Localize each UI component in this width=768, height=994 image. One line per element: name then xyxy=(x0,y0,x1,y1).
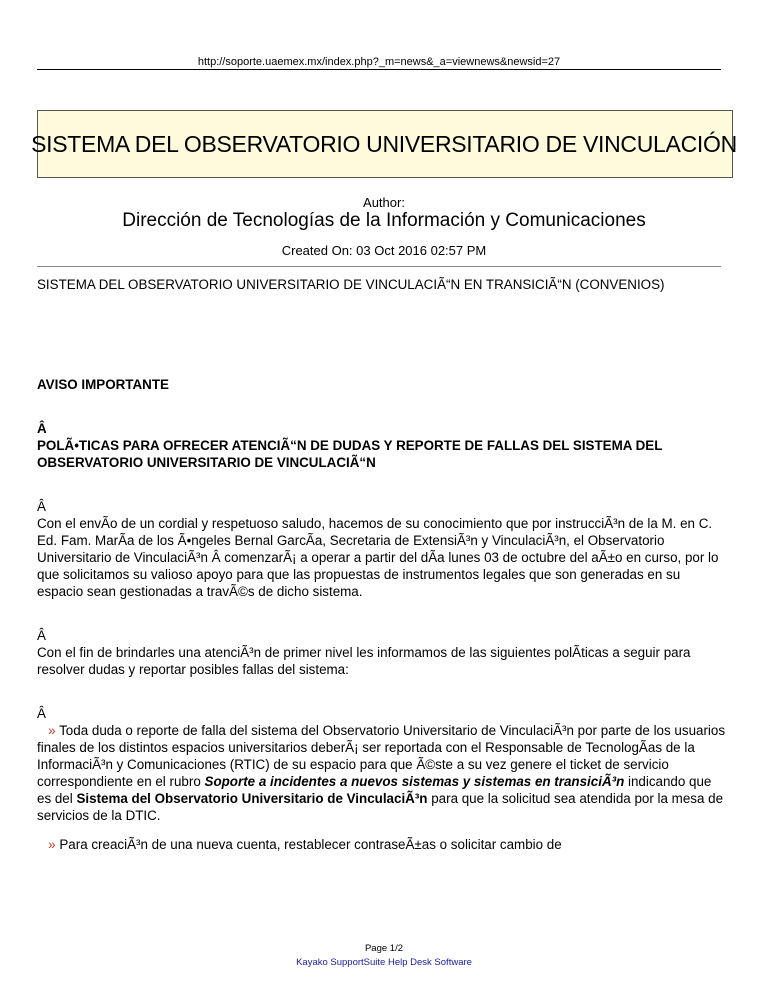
bullet-emphasis: Soporte a incidentes a nuevos sistemas y sistemas en transiciÃ³n xyxy=(204,774,625,789)
header-divider xyxy=(37,69,721,70)
news-title: SISTEMA DEL OBSERVATORIO UNIVERSITARIO DE VINCULACIÓN xyxy=(31,131,737,157)
bullet-text: indicando que es del xyxy=(37,774,712,806)
bullet-text: para que la solicitud sea atendida por la mesa de servicios de la DTIC. xyxy=(37,791,724,823)
source-url[interactable]: http://soporte.uaemex.mx/index.php?_m=news&_a=viewnews&newsid=27 xyxy=(197,56,561,68)
author-name: Dirección de Tecnologías de la Información y Comunicaciones xyxy=(122,210,646,231)
bullet-text: Toda duda o reporte de falla del sistema del Observatorio Universitario de VinculaciÃ³n por parte de los usuarios finales de los distintos espacios universitarios deberÃ¡ ser reportada con el Responsable de TecnologÃas de la InformaciÃ³n y Comunicaciones (RTIC) de su espacio para que Ã©ste a su vez genere el ticket de servicio correspondiente en el rubro xyxy=(37,723,726,789)
footer-software-link[interactable]: Kayako SupportSuite Help Desk Software xyxy=(296,957,472,968)
created-date: Created On: 03 Oct 2016 02:57 PM xyxy=(281,243,487,258)
author-label: Author: xyxy=(363,195,405,210)
chevron-icon: » xyxy=(48,723,56,738)
content-divider xyxy=(37,266,721,267)
news-body xyxy=(37,276,727,853)
chevron-icon: » xyxy=(48,837,56,852)
bullet-item xyxy=(37,722,727,824)
page-number: Page 1/2 xyxy=(364,943,404,954)
politicas-heading: POLÃ•TICAS PARA OFRECER ATENCIÃ“N DE DUDAS Y REPORTE DE FALLAS DEL SISTEMA DEL OBSERVATORIO UNIVERSITARIO DE VINCULACIÃ“N xyxy=(37,438,663,470)
bullet-text: Para creaciÃ³n de una nueva cuenta, restablecer contraseÃ±as o solicitar cambio de xyxy=(59,837,562,852)
spacer-glyph: Â xyxy=(37,706,46,721)
spacer-glyph: Â xyxy=(37,628,46,643)
paragraph-intro: Con el envÃo de un cordial y respetuoso saludo, hacemos de su conocimiento que por instrucciÃ³n de la M. en C. Ed. Fam. MarÃa de los Ã•ngeles Bernal GarcÃa, Secretaria de ExtensiÃ³n y VinculaciÃ³n, el Observatorio Universitario de VinculaciÃ³n Â comenzarÃ¡ a operar a partir del dÃa lunes 03 de octubre del aÃ±o en curso, por lo que solicitamos su valioso apoyo para que las propuestas de instrumentos legales que son generadas en su espacio sean gestionadas a travÃ©s de dicho sistema. xyxy=(37,516,719,599)
bullet-item xyxy=(37,836,727,853)
lead-paragraph: SISTEMA DEL OBSERVATORIO UNIVERSITARIO DE VINCULACIÃ“N EN TRANSICIÃ“N (CONVENIOS) xyxy=(37,277,665,292)
bullet-strong: Sistema del Observatorio Universitario de VinculaciÃ³n xyxy=(76,791,428,806)
paragraph-policies: Con el fin de brindarles una atenciÃ³n de primer nivel les informamos de las siguientes polÃticas a seguir para resolver dudas y reportar posibles fallas del sistema: xyxy=(37,645,691,677)
spacer-glyph: Â xyxy=(37,421,47,436)
aviso-heading: AVISO IMPORTANTE xyxy=(37,377,169,392)
spacer-glyph: Â xyxy=(37,499,46,514)
